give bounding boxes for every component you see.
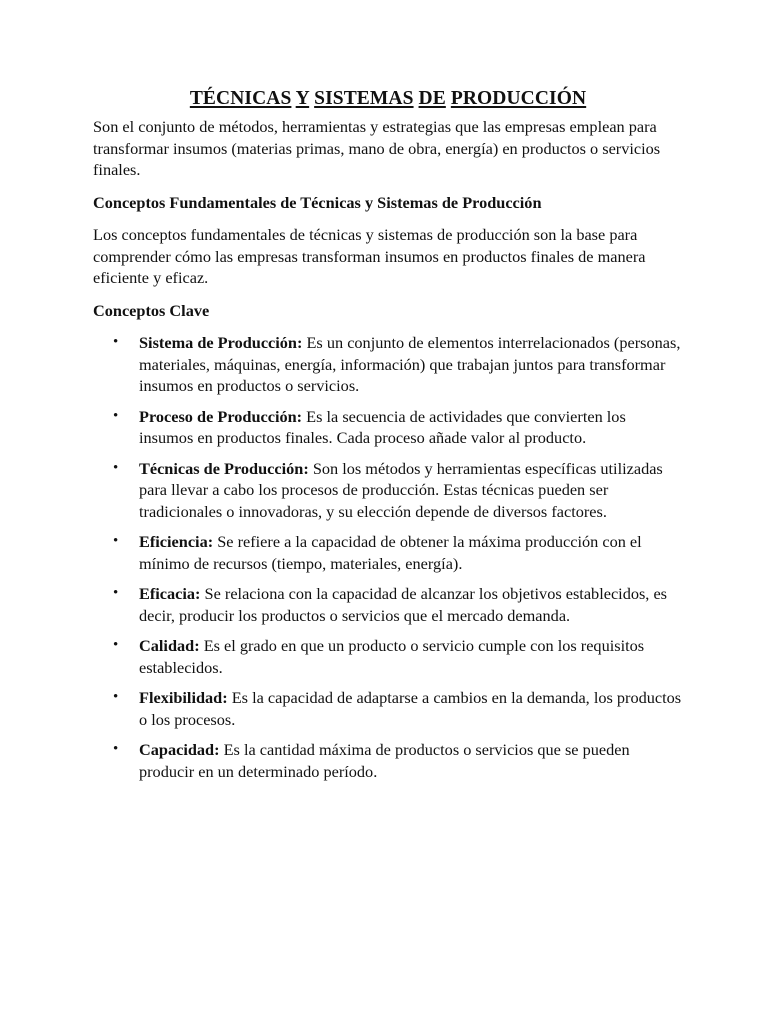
concept-term: Capacidad: xyxy=(139,740,220,759)
bullet-icon: • xyxy=(113,637,119,653)
list-item xyxy=(93,739,683,782)
concept-term: Sistema de Producción: xyxy=(139,333,303,352)
concept-definition: Es la secuencia de actividades que convierten los insumos en productos finales. Cada proceso añade valor al producto. xyxy=(139,406,626,447)
list-item xyxy=(93,583,683,626)
list-item xyxy=(93,635,683,678)
section-paragraph: Los conceptos fundamentales de técnicas y sistemas de producción son la base para comprender cómo las empresas transforman insumos en productos finales de manera eficiente y eficaz. xyxy=(93,225,646,287)
concept-term: Flexibilidad: xyxy=(139,688,228,707)
list-item xyxy=(93,406,683,449)
title-word: TÉCNICAS xyxy=(189,88,292,109)
section-heading: Conceptos Fundamentales de Técnicas y Sistemas de Producción xyxy=(93,192,542,212)
intro-paragraph: Son el conjunto de métodos, herramientas y estrategias que las empresas emplean para transformar insumos (materias primas, mano de obra, energía) en productos o servicios finales. xyxy=(93,117,661,179)
key-concepts-heading: Conceptos Clave xyxy=(93,300,210,320)
concept-definition: Es un conjunto de elementos interrelacionados (personas, materiales, máquinas, energía, información) que trabajan juntos para transformar insumos en productos o servicios. xyxy=(139,333,681,395)
document-title xyxy=(93,86,683,112)
concept-term: Proceso de Producción: xyxy=(139,406,303,426)
bullet-icon: • xyxy=(113,585,119,601)
list-item xyxy=(93,687,683,730)
concept-term: Eficacia: xyxy=(139,584,201,603)
list-item xyxy=(93,458,683,523)
concept-definition: Es la capacidad de adaptarse a cambios en la demanda, los productos o los procesos. xyxy=(139,688,682,729)
title-word: Y xyxy=(295,88,310,109)
concept-definition: Es la cantidad máxima de productos o servicios que se pueden producir en un determinado período. xyxy=(139,740,630,781)
concept-term: Eficiencia: xyxy=(139,532,214,551)
concept-term: Técnicas de Producción: xyxy=(139,458,309,478)
document-page xyxy=(93,86,683,791)
bullet-icon: • xyxy=(113,533,119,549)
bullet-icon: • xyxy=(113,741,119,757)
bullet-icon: • xyxy=(113,459,119,476)
concept-definition: Se refiere a la capacidad de obtener la máxima producción con el mínimo de recursos (tiempo, materiales, energía). xyxy=(139,532,642,573)
list-item xyxy=(93,332,683,397)
bullet-icon: • xyxy=(113,334,119,350)
concept-definition: Se relaciona con la capacidad de alcanzar los objetivos establecidos, es decir, producir los productos o servicios que el mercado demanda. xyxy=(139,584,668,625)
concept-definition: Es el grado en que un producto o servicio cumple con los requisitos establecidos. xyxy=(139,636,645,677)
concepts-list xyxy=(93,332,683,782)
title-word: DE xyxy=(418,88,446,109)
concept-definition: Son los métodos y herramientas específicas utilizadas para llevar a cabo los procesos de producción. Estas técnicas pueden ser tradicionales o innovadoras, y su elección depende de diversos factores. xyxy=(139,458,663,521)
title-word: PRODUCCIÓN xyxy=(450,88,587,109)
concept-term: Calidad: xyxy=(139,636,200,655)
title-word: SISTEMAS xyxy=(314,88,414,109)
bullet-icon: • xyxy=(113,407,119,424)
list-item xyxy=(93,531,683,574)
bullet-icon: • xyxy=(113,689,119,705)
